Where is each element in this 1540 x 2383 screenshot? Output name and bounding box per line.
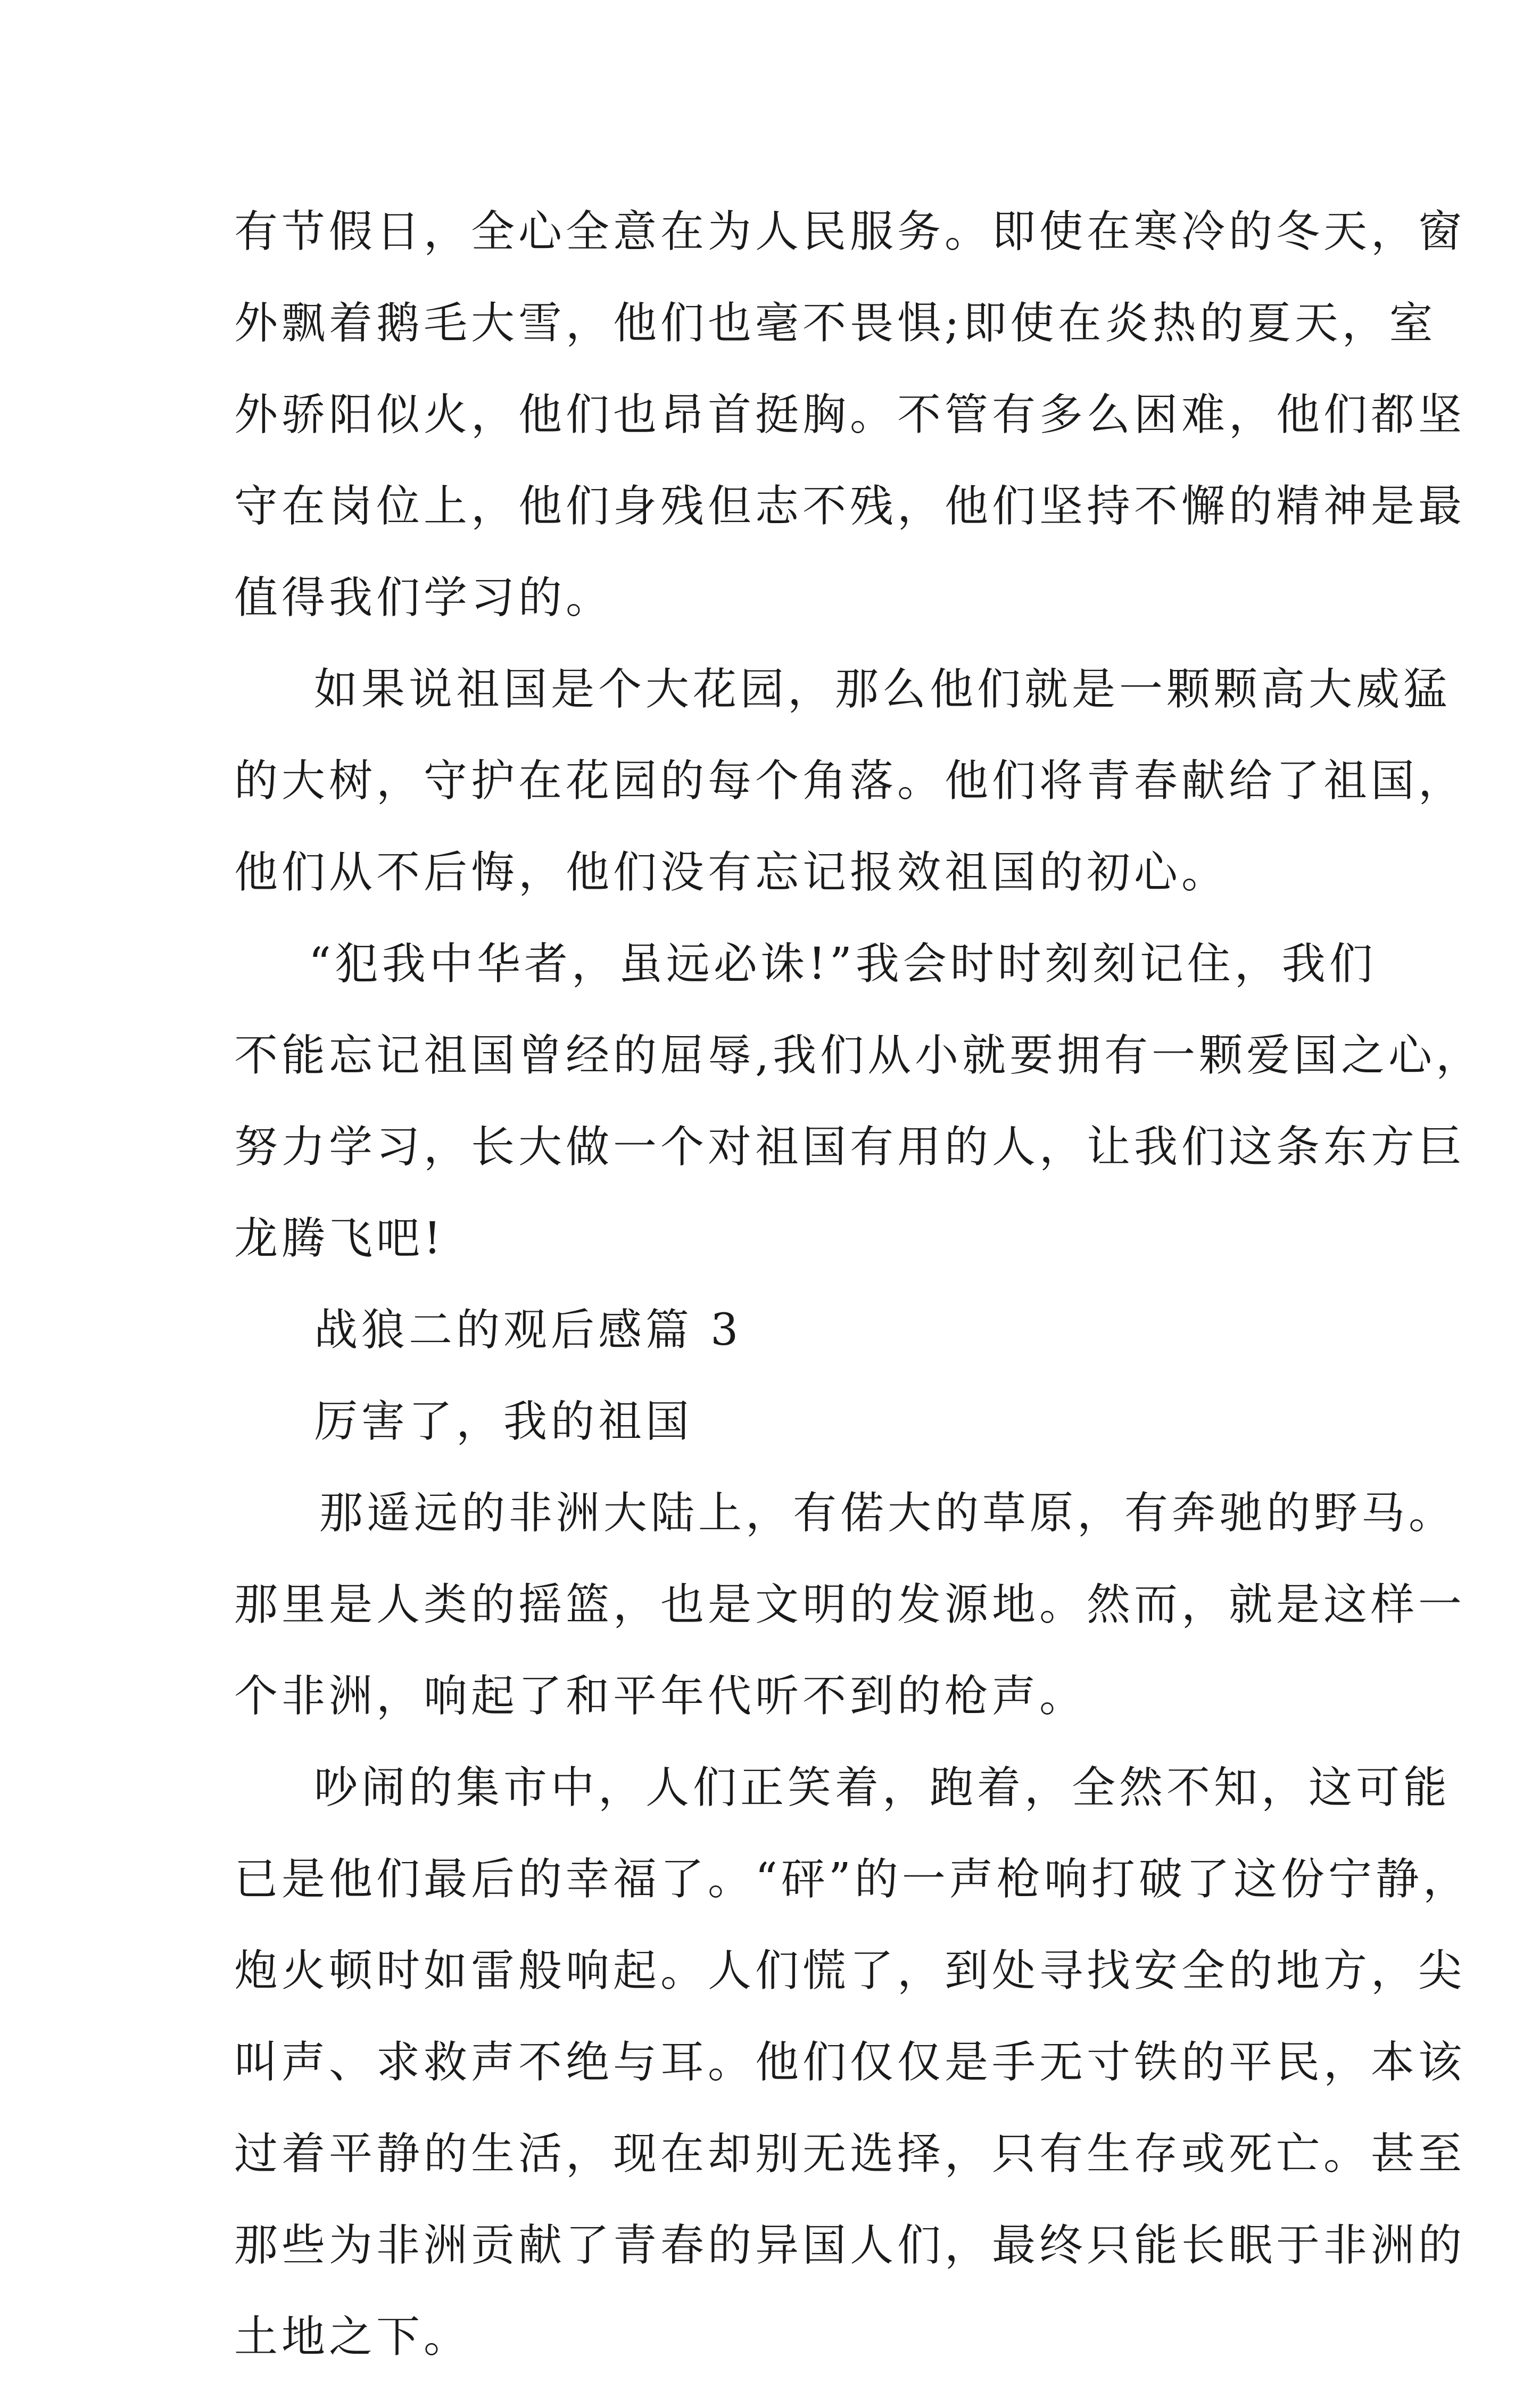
text-line: 值得我们学习的。 xyxy=(234,573,614,623)
paragraph-start-line: 吵闹的集市中，人们正笑着，跑着，全然不知，这可能 xyxy=(314,1763,1451,1813)
text-line: 个非洲，响起了和平年代听不到的枪声。 xyxy=(234,1671,1087,1722)
text-line: 不能忘记祖国曾经的屈辱,我们从小就要拥有一颗爱国之心， xyxy=(234,1030,1484,1081)
text-line: 炮火顿时如雷般响起。人们慌了，到处寻找安全的地方，尖 xyxy=(234,1946,1466,1996)
text-line: 他们从不后悔，他们没有忘记报效祖国的初心。 xyxy=(234,847,1229,898)
paragraph-start-line: 如果说祖国是个大花园，那么他们就是一颗颗高大威猛 xyxy=(314,664,1451,715)
text-line: 外骄阳似火，他们也昂首挺胸。不管有多么困难，他们都坚 xyxy=(234,390,1466,440)
article-title: 厉害了，我的祖国 xyxy=(314,1396,693,1447)
text-line: 有节假日，全心全意在为人民服务。即使在寒冷的冬天，窗 xyxy=(234,206,1466,257)
text-line: 外飘着鹅毛大雪，他们也毫不畏惧;即使在炎热的夏天，室 xyxy=(234,298,1437,349)
text-line: 那些为非洲贡献了青春的异国人们，最终只能长眠于非洲的 xyxy=(234,2220,1466,2271)
text-line: 的大树，守护在花园的每个角落。他们将青春献给了祖国， xyxy=(234,756,1466,806)
text-line: 守在岗位上，他们身残但志不残，他们坚持不懈的精神是最 xyxy=(234,481,1466,532)
text-line: 那里是人类的摇篮，也是文明的发源地。然而，就是这样一 xyxy=(234,1579,1466,1630)
text-line: 过着平静的生活，现在却别无选择，只有生存或死亡。甚至 xyxy=(234,2129,1466,2179)
paragraph-start-line: “犯我中华者，虽远必诛!”我会时时刻刻记住，我们 xyxy=(309,939,1377,989)
text-line: 努力学习，长大做一个对祖国有用的人，让我们这条东方巨 xyxy=(234,1122,1466,1172)
text-line: 土地之下。 xyxy=(234,2312,471,2362)
text-line: 叫声、求救声不绝与耳。他们仅仅是手无寸铁的平民，本该 xyxy=(234,2037,1466,2088)
section-heading: 战狼二的观后感篇 3 xyxy=(314,1305,742,1355)
text-line: 已是他们最后的幸福了。“砰”的一声枪响打破了这份宁静， xyxy=(234,1854,1470,1905)
paragraph-start-line: 那遥远的非洲大陆上，有偌大的草原，有奔驰的野马。 xyxy=(319,1488,1456,1538)
document-body xyxy=(234,186,1484,2383)
text-line: 龙腾飞吧! xyxy=(234,1213,445,1264)
